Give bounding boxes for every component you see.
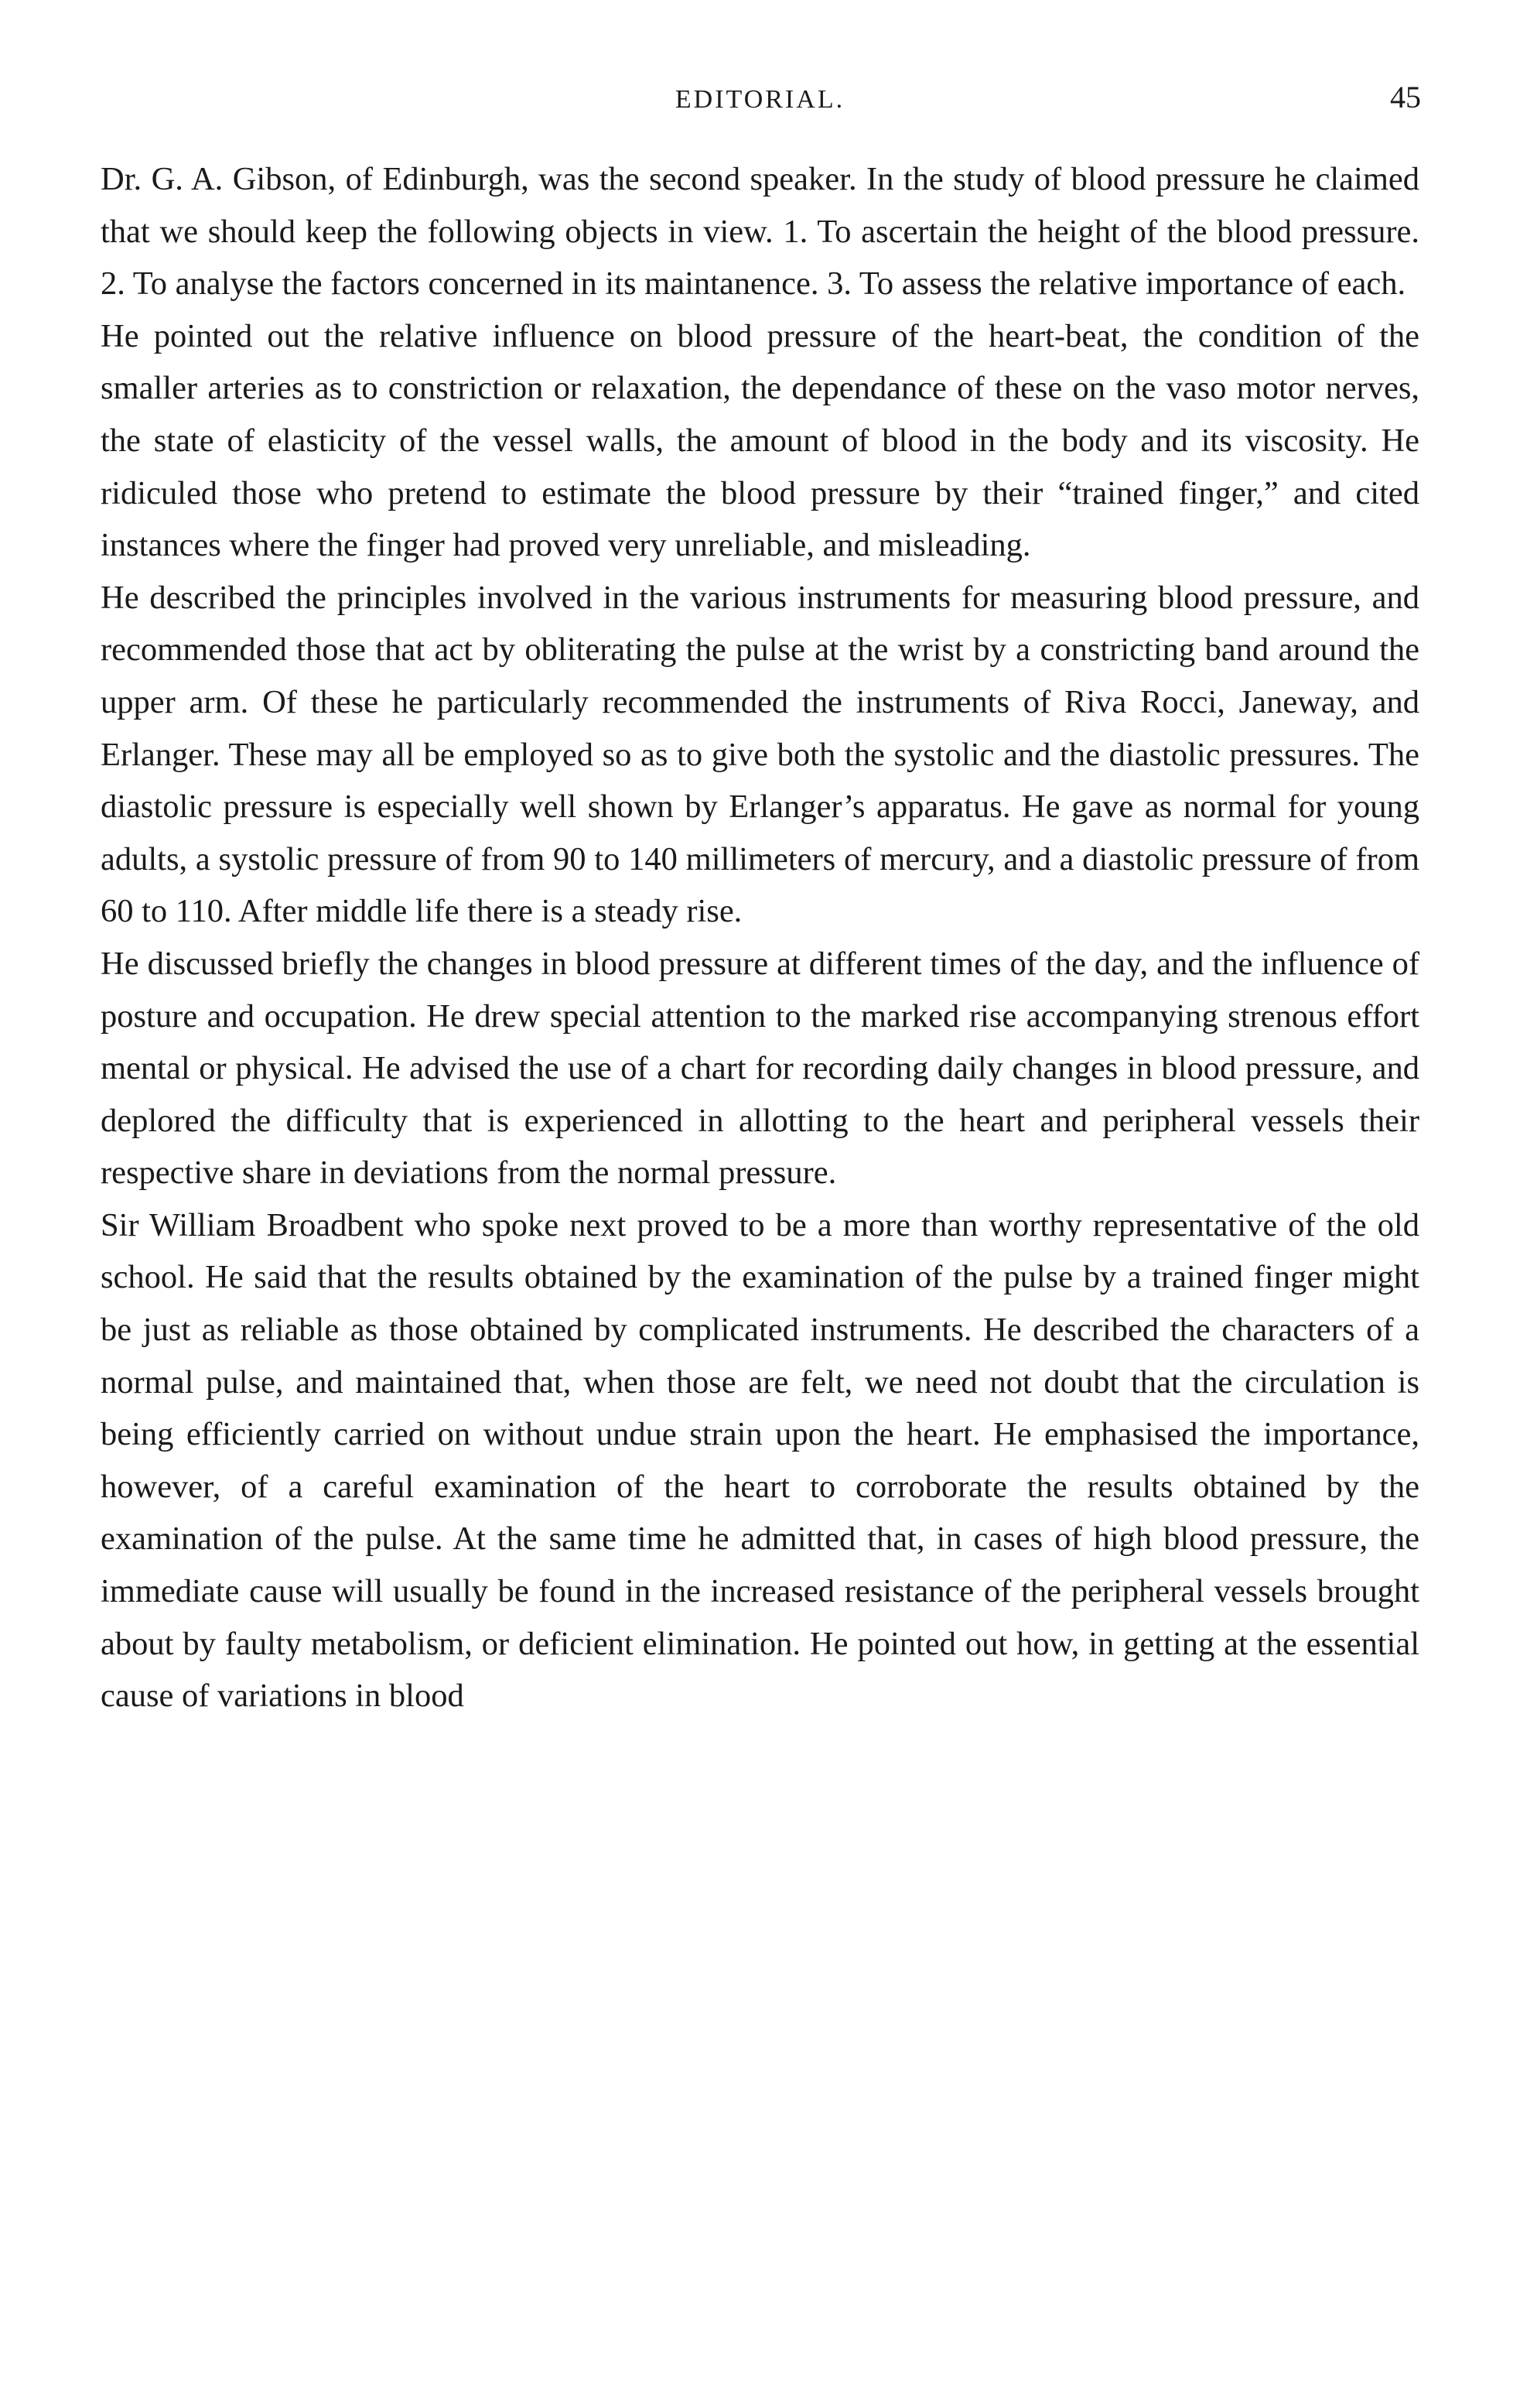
paragraph-factors: He pointed out the relative influence on blood pressure of the heart-beat, the condition of the smaller arteries as to constriction or relaxation, the dependance of these on the vaso motor nerves, the state of elasticity of the vessel walls, the amount of blood in the body and its viscosity. He ridiculed those who pretend to estimate the blood pressure by their “trained finger,” and cited instances where the finger had proved very unreliable, and misleading. [101, 317, 1419, 564]
paragraph-gibson-intro: Dr. G. A. Gibson, of Edinburgh, was the second speaker. In the study of blood pressure he claimed that we should keep the following objects in view. 1. To ascertain the height of the blood pressure. 2. To analyse the factors concerned in its maintanence. 3. To assess the relative importance of each. [101, 161, 1419, 303]
paragraph-daily-changes: He discussed briefly the changes in blood pressure at different times of the day, and the influence of posture and occupation. He drew special attention to the marked rise accompanying strenous effort mental or physical. He advised the use of a chart for recording daily changes in blood pressure, and deplored the difficulty that is experienced in allotting to the heart and peripheral vessels their respective share in deviations from the normal pressure. [101, 945, 1419, 1192]
running-title: EDITORIAL. [675, 85, 845, 114]
running-head [0, 80, 1520, 132]
body-text [101, 153, 1419, 1722]
page-number: 45 [1390, 80, 1421, 115]
paragraph-instruments: He described the principles involved in the various instruments for measuring blood pressure, and recommended those that act by obliterating the pulse at the wrist by a constricting band around the upper arm. Of these he particularly recommended the instruments of Riva Rocci, Janeway, and Erlanger. These may all be employed so as to give both the systolic and the diastolic pressures. The diastolic pressure is especially well shown by Erlanger’s apparatus. He gave as normal for young adults, a systolic pressure of from 90 to 140 millimeters of mercury, and a diastolic pressure of from 60 to 110. After middle life there is a steady rise. [101, 579, 1419, 930]
paragraph-broadbent: Sir William Broadbent who spoke next proved to be a more than worthy representative of the old school. He said that the results obtained by the examination of the pulse by a trained finger might be just as reliable as those obtained by complicated instruments. He described the characters of a normal pulse, and maintained that, when those are felt, we need not doubt that the circulation is being efficiently carried on without undue strain upon the heart. He emphasised the importance, however, of a careful examination of the heart to corroborate the results obtained by the examination of the pulse. At the same time he admitted that, in cases of high blood pressure, the immediate cause will usually be found in the increased resistance of the peripheral vessels brought about by faulty metabolism, or deficient elimination. He pointed out how, in getting at the essential cause of variations in blood [101, 1206, 1419, 1715]
